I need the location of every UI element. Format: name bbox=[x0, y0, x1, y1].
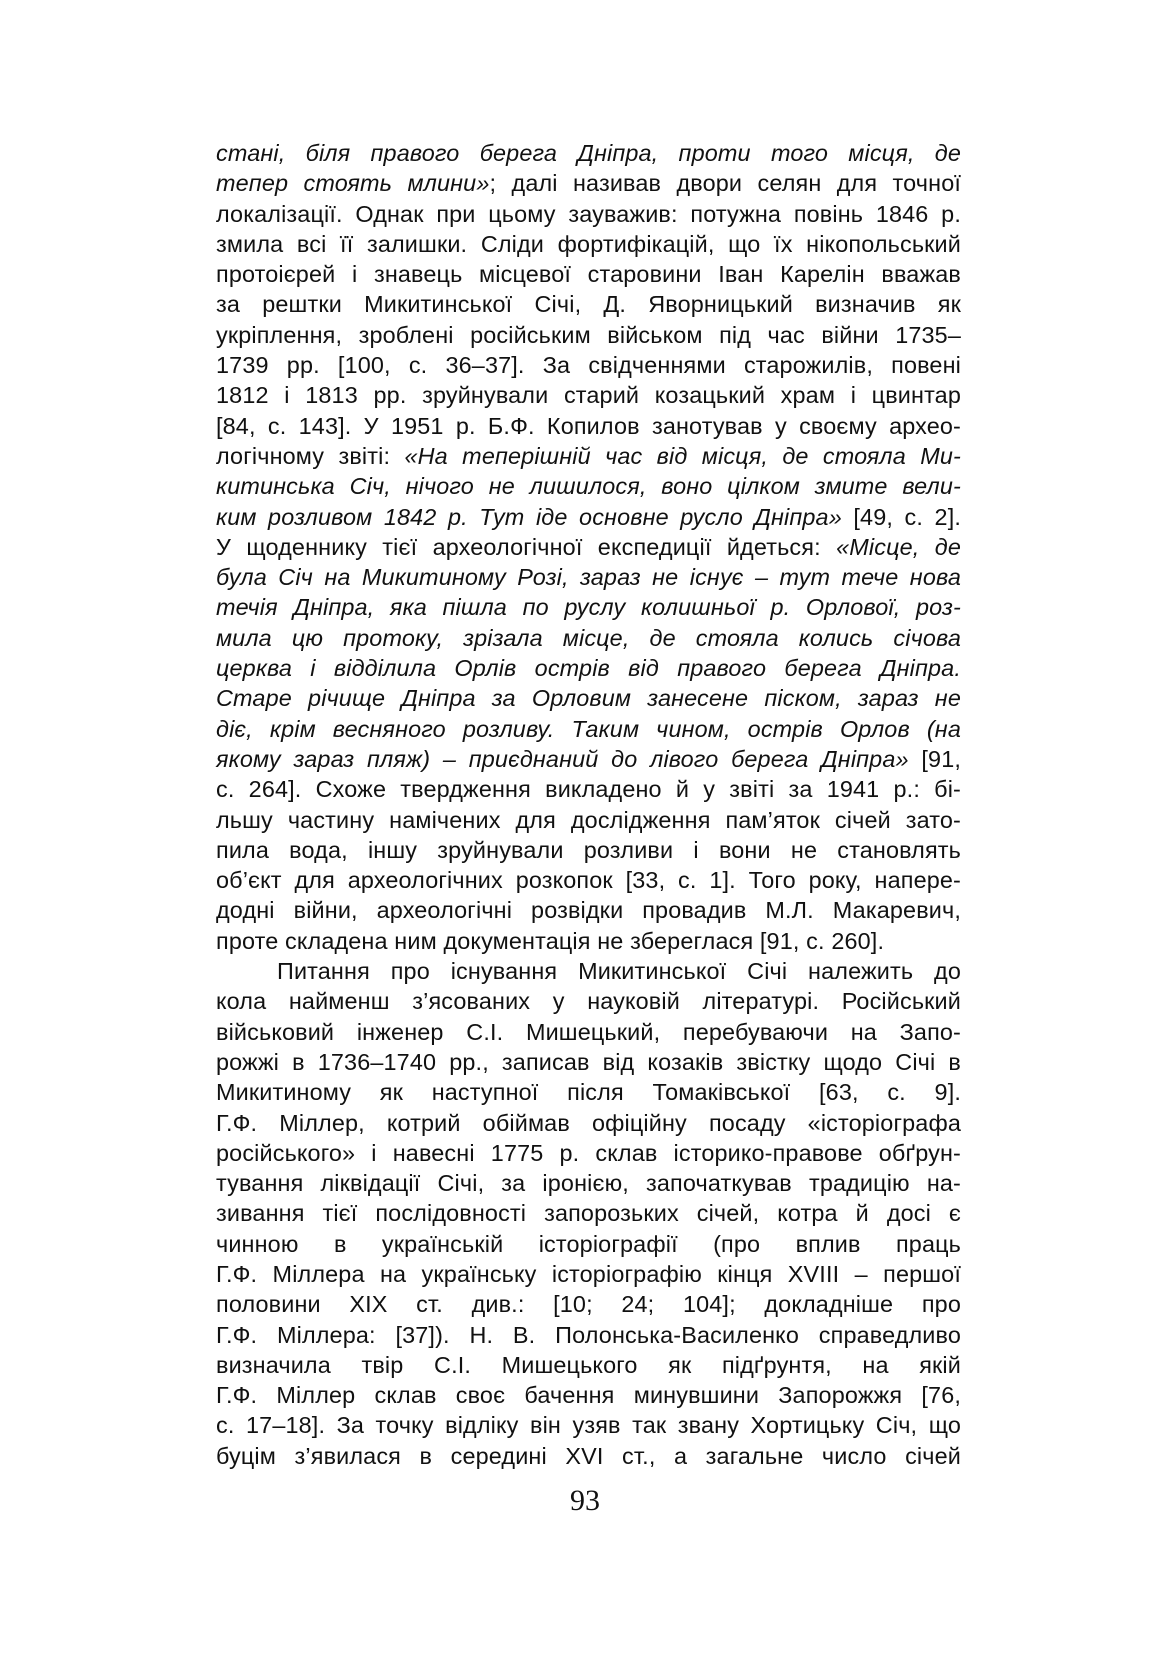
text-segment: Г.Ф. Міллер, котрий обіймав офіційну посаду «історіографа bbox=[216, 1109, 961, 1136]
text-segment: 1812 і 1813 рр. зруйнували старий козацький храм і цвинтар bbox=[216, 382, 961, 409]
italic-quote-segment: «Місце, де bbox=[836, 533, 961, 560]
text-segment: Питання про існування Микитинської Січі належить до bbox=[277, 958, 961, 985]
text-segment: за рештки Микитинської Січі, Д. Яворницький визначив як bbox=[216, 291, 961, 318]
text-line bbox=[216, 895, 961, 925]
body-text bbox=[216, 138, 961, 1471]
text-line bbox=[216, 1380, 961, 1410]
text-line bbox=[216, 380, 961, 410]
text-line bbox=[216, 1350, 961, 1380]
text-segment: рожжі в 1736–1740 рр., записав від козаків звістку щодо Січі в bbox=[216, 1048, 961, 1075]
text-line bbox=[216, 1138, 961, 1168]
text-line bbox=[216, 774, 961, 804]
text-segment: У щоденнику тієї археологічної експедиції йдеться: bbox=[216, 533, 837, 560]
text-line bbox=[216, 532, 961, 562]
text-line bbox=[216, 926, 961, 956]
text-segment: логічному звіті: bbox=[216, 442, 405, 469]
italic-quote-segment: мила цю протоку, зрізала місце, де стояла колись січова bbox=[216, 624, 961, 651]
text-segment: зивання тієї послідовності запорозьких січей, котра й досі є bbox=[216, 1200, 961, 1227]
text-line bbox=[216, 1229, 961, 1259]
italic-quote-segment: церква і відділила Орлів острів від правого берега Дніпра. bbox=[216, 655, 961, 682]
italic-quote-segment: китинська Січ, нічого не лишилося, воно цілком змите вели- bbox=[216, 473, 961, 500]
text-segment: пила вода, іншу зруйнували розливи і вони не становлять bbox=[216, 836, 961, 863]
text-segment: Г.Ф. Міллер склав своє бачення минувшини Запорожжя [76, bbox=[216, 1382, 961, 1409]
text-segment: кола найменш з’ясованих у науковій літературі. Російський bbox=[216, 988, 961, 1015]
text-segment: половини XIX ст. див.: [10; 24; 104]; докладніше про bbox=[216, 1291, 961, 1318]
text-segment: додні війни, археологічні розвідки провадив М.Л. Макаревич, bbox=[216, 897, 961, 924]
text-line bbox=[216, 350, 961, 380]
text-line bbox=[216, 744, 961, 774]
text-line bbox=[216, 592, 961, 622]
text-segment: протоієрей і знавець місцевої старовини Іван Карелін вважав bbox=[216, 261, 961, 288]
text-segment: [84, с. 143]. У 1951 р. Б.Ф. Копилов занотував у своєму архео- bbox=[216, 412, 961, 439]
text-segment: с. 264]. Схоже твердження викладено й у звіті за 1941 р.: бі- bbox=[216, 776, 961, 803]
text-line bbox=[216, 714, 961, 744]
text-line bbox=[216, 199, 961, 229]
text-line bbox=[216, 1410, 961, 1440]
text-line bbox=[216, 986, 961, 1016]
text-segment: укріплення, зроблені російським військом під час війни 1735– bbox=[216, 321, 961, 348]
text-segment: визначила твір С.І. Мишецького як підґрунтя, на якій bbox=[216, 1351, 961, 1378]
text-line bbox=[216, 168, 961, 198]
italic-quote-segment: Старе річище Дніпра за Орловим занесене піском, зараз не bbox=[216, 685, 961, 712]
text-line bbox=[216, 805, 961, 835]
italic-quote-segment: тепер стоять млини» bbox=[216, 170, 490, 197]
text-line bbox=[216, 1289, 961, 1319]
text-segment: льшу частину намічених для дослідження пам’яток січей зато- bbox=[216, 806, 961, 833]
text-segment: військовий інженер С.І. Мишецький, перебуваючи на Запо- bbox=[216, 1018, 961, 1045]
text-line bbox=[216, 502, 961, 532]
italic-quote-segment: стані, біля правого берега Дніпра, проти того місця, де bbox=[216, 140, 961, 166]
text-segment: змила всі її залишки. Сліди фортифікацій, що їх нікопольський bbox=[216, 230, 961, 257]
text-segment: [91, bbox=[908, 745, 962, 772]
text-segment: буцім з’явилася в середині XVI ст., а загальне число січей bbox=[216, 1442, 961, 1469]
italic-quote-segment: якому зараз пляж) – приєднаний до лівого берега Дніпра» bbox=[216, 745, 909, 772]
text-line bbox=[216, 1017, 961, 1047]
text-line bbox=[216, 471, 961, 501]
text-line bbox=[216, 865, 961, 895]
text-segment: ; далі називав двори селян для точної bbox=[489, 170, 962, 197]
text-line bbox=[216, 683, 961, 713]
text-line bbox=[216, 320, 961, 350]
text-line bbox=[216, 441, 961, 471]
text-line bbox=[216, 956, 961, 986]
text-line bbox=[216, 1108, 961, 1138]
text-line bbox=[216, 1047, 961, 1077]
text-segment: 1739 рр. [100, с. 36–37]. За свідченнями старожилів, повені bbox=[216, 352, 961, 379]
text-line bbox=[216, 1198, 961, 1228]
page-number: 93 bbox=[570, 1484, 600, 1517]
text-line bbox=[216, 259, 961, 289]
italic-quote-segment: була Січ на Микитиному Розі, зараз не існує – тут тече нова bbox=[216, 564, 961, 591]
text-line bbox=[216, 623, 961, 653]
text-line bbox=[216, 1168, 961, 1198]
text-segment: [49, с. 2]. bbox=[841, 503, 961, 530]
text-line bbox=[216, 835, 961, 865]
italic-quote-segment: течія Дніпра, яка пішла по руслу колишньої р. Орлової, роз- bbox=[216, 594, 961, 621]
text-line bbox=[216, 229, 961, 259]
italic-quote-segment: «На теперішній час від місця, де стояла Ми- bbox=[404, 442, 961, 469]
text-line bbox=[216, 1259, 961, 1289]
italic-quote-segment: діє, крім весняного розливу. Таким чином, острів Орлов (на bbox=[216, 715, 961, 742]
text-line bbox=[216, 653, 961, 683]
italic-quote-segment: ким розливом 1842 р. Тут іде основне русло Дніпра» bbox=[216, 503, 842, 530]
text-segment: Г.Ф. Міллера на українську історіографію кінця XVIII – першої bbox=[216, 1260, 961, 1287]
text-line bbox=[216, 1320, 961, 1350]
text-line bbox=[216, 289, 961, 319]
text-segment: російського» і навесні 1775 р. склав історико-правове обґрун- bbox=[216, 1139, 961, 1166]
text-segment: Г.Ф. Міллера: [37]). Н. В. Полонська-Василенко справедливо bbox=[216, 1321, 961, 1348]
text-line bbox=[216, 562, 961, 592]
text-segment: с. 17–18]. За точку відліку він узяв так звану Хортицьку Січ, що bbox=[216, 1412, 961, 1439]
text-line bbox=[216, 411, 961, 441]
text-segment: локалізації. Однак при цьому зауважив: потужна повінь 1846 р. bbox=[216, 200, 961, 227]
text-segment: Микитиному як наступної після Томаківської [63, с. 9]. bbox=[216, 1079, 961, 1106]
text-segment: чинною в українській історіографії (про вплив праць bbox=[216, 1230, 961, 1257]
text-line bbox=[216, 1077, 961, 1107]
text-line bbox=[216, 1441, 961, 1471]
text-line bbox=[216, 138, 961, 168]
text-segment: об’єкт для археологічних розкопок [33, с. 1]. Того року, напере- bbox=[216, 867, 961, 894]
text-segment: тування ліквідації Січі, за іронією, започаткував традицію на- bbox=[216, 1170, 961, 1197]
text-segment: проте складена ним документація не збереглася [91, с. 260]. bbox=[216, 927, 885, 954]
